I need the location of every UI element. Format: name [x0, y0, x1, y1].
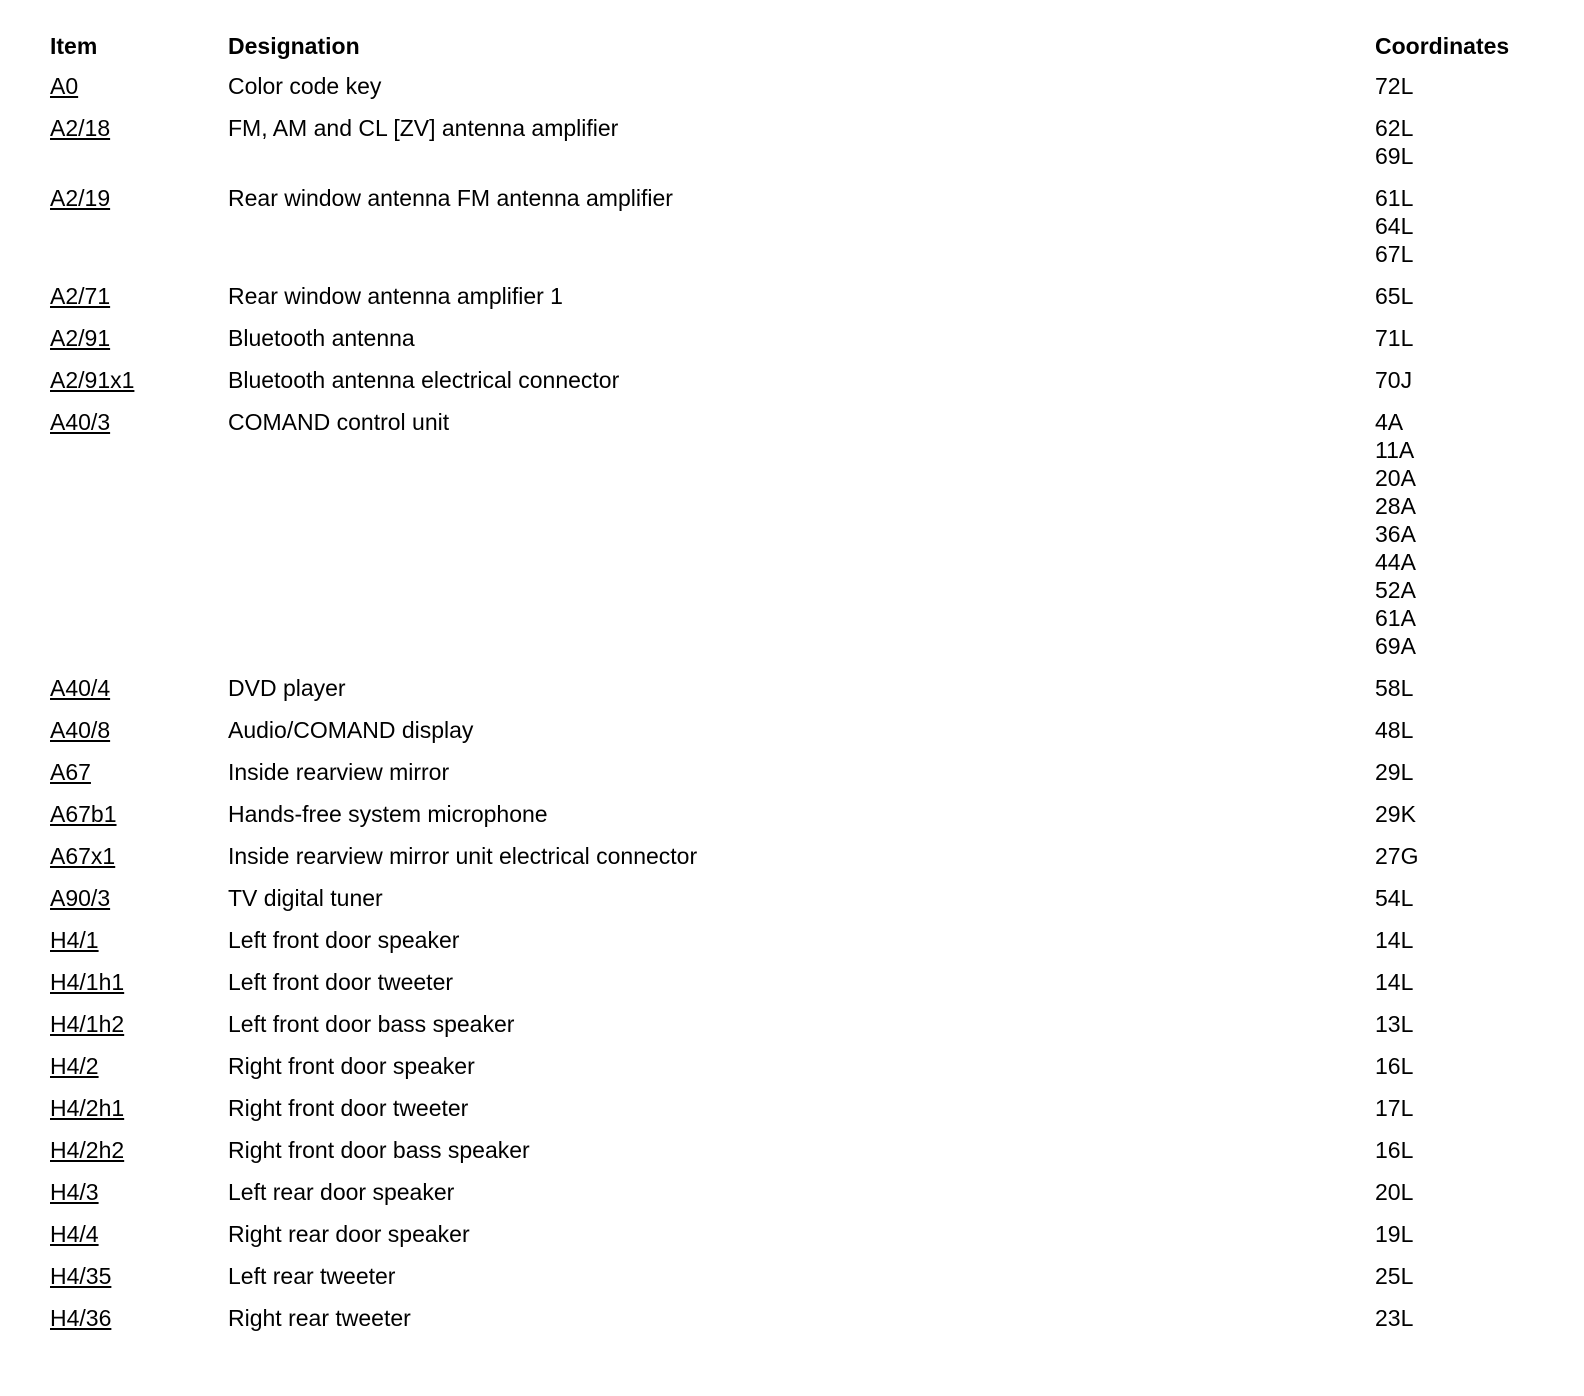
item-link[interactable]: A40/8 [50, 717, 111, 743]
table-row [50, 842, 1550, 884]
coordinate-value: 69A [1375, 633, 1416, 659]
coordinates-cell [1375, 1304, 1550, 1332]
coordinate-value: 52A [1375, 577, 1416, 603]
designation-cell: Inside rearview mirror [228, 759, 450, 785]
coordinates-cell [1375, 324, 1550, 352]
item-cell [50, 926, 228, 954]
coordinate-value: 23L [1375, 1305, 1414, 1331]
coordinate-value: 64L [1375, 213, 1414, 239]
designation-cell: Right front door speaker [228, 1053, 475, 1079]
designation-cell: Right front door tweeter [228, 1095, 469, 1121]
designation-cell: Color code key [228, 73, 382, 99]
coordinates-cell [1375, 758, 1550, 786]
coordinate-value: 20A [1375, 465, 1416, 491]
table-row [50, 1262, 1550, 1304]
coordinates-cell [1375, 72, 1550, 100]
designation-cell: Left front door bass speaker [228, 1011, 515, 1037]
coordinate-value: 27G [1375, 843, 1419, 869]
item-cell [50, 1052, 228, 1080]
coordinates-cell [1375, 1136, 1550, 1164]
table-row [50, 324, 1550, 366]
coordinates-cell [1375, 1262, 1550, 1290]
coordinates-cell [1375, 716, 1550, 744]
table-row [50, 1220, 1550, 1262]
table-row [50, 1052, 1550, 1094]
coordinates-cell [1375, 926, 1550, 954]
coordinate-value: 72L [1375, 73, 1414, 99]
coordinates-cell [1375, 1052, 1550, 1080]
coordinate-value: 44A [1375, 549, 1416, 575]
coordinates-cell [1375, 1220, 1550, 1248]
coordinates-cell [1375, 884, 1550, 912]
coordinate-value: 54L [1375, 885, 1414, 911]
coordinates-cell [1375, 1010, 1550, 1038]
coordinate-value: 14L [1375, 927, 1414, 953]
item-link[interactable]: A67 [50, 759, 91, 785]
coordinate-value: 29K [1375, 801, 1416, 827]
item-cell [50, 184, 228, 212]
item-link[interactable]: H4/35 [50, 1263, 112, 1289]
designation-cell: Inside rearview mirror unit electrical connector [228, 843, 698, 869]
table-row [50, 968, 1550, 1010]
coordinate-value: 16L [1375, 1053, 1414, 1079]
item-cell [50, 324, 228, 352]
coordinate-value: 25L [1375, 1263, 1414, 1289]
table-row [50, 1010, 1550, 1052]
designation-cell: Left rear door speaker [228, 1179, 455, 1205]
table-row [50, 674, 1550, 716]
item-link[interactable]: H4/36 [50, 1305, 112, 1331]
designation-cell: Right rear tweeter [228, 1305, 411, 1331]
item-link[interactable]: A0 [50, 73, 79, 99]
designation-cell: Left front door speaker [228, 927, 460, 953]
table-row [50, 884, 1550, 926]
table-row [50, 1178, 1550, 1220]
coordinate-value: 17L [1375, 1095, 1414, 1121]
designation-cell: DVD player [228, 675, 346, 701]
designation-cell: Audio/COMAND display [228, 717, 474, 743]
item-cell [50, 968, 228, 996]
item-link[interactable]: A2/19 [50, 185, 111, 211]
designation-cell: FM, AM and CL [ZV] antenna amplifier [228, 115, 619, 141]
coordinate-value: 70J [1375, 367, 1413, 393]
coordinate-value: 58L [1375, 675, 1414, 701]
coordinate-value: 67L [1375, 241, 1414, 267]
item-cell [50, 758, 228, 786]
coordinate-value: 28A [1375, 493, 1416, 519]
coordinates-cell [1375, 968, 1550, 996]
item-cell [50, 1220, 228, 1248]
item-cell [50, 282, 228, 310]
table-row [50, 716, 1550, 758]
table-row [50, 114, 1550, 184]
table-row [50, 926, 1550, 968]
coordinate-value: 62L [1375, 115, 1414, 141]
coordinates-cell [1375, 114, 1550, 170]
item-cell [50, 800, 228, 828]
item-link[interactable]: A2/18 [50, 115, 111, 141]
item-link[interactable]: H4/1h1 [50, 969, 125, 995]
table-header [50, 32, 1550, 72]
item-link[interactable]: A2/91 [50, 325, 111, 351]
coordinate-value: 36A [1375, 521, 1416, 547]
item-cell [50, 1136, 228, 1164]
item-cell [50, 842, 228, 870]
designation-cell: Right rear door speaker [228, 1221, 470, 1247]
coordinate-value: 65L [1375, 283, 1414, 309]
item-cell [50, 1304, 228, 1332]
table-row [50, 1136, 1550, 1178]
designation-cell: Rear window antenna amplifier 1 [228, 283, 563, 309]
item-cell [50, 716, 228, 744]
item-cell [50, 674, 228, 702]
item-cell [50, 1178, 228, 1206]
coordinates-cell [1375, 800, 1550, 828]
designation-column-header: Designation [228, 33, 360, 59]
item-cell [50, 114, 228, 142]
item-link[interactable]: A40/4 [50, 675, 111, 701]
item-link[interactable]: H4/2 [50, 1053, 99, 1079]
item-cell [50, 884, 228, 912]
coordinates-cell [1375, 366, 1550, 394]
coordinate-value: 61L [1375, 185, 1414, 211]
item-link[interactable]: H4/1 [50, 927, 99, 953]
coordinates-cell [1375, 1178, 1550, 1206]
item-cell [50, 1010, 228, 1038]
coordinate-value: 20L [1375, 1179, 1414, 1205]
item-cell [50, 1262, 228, 1290]
table-row [50, 282, 1550, 324]
item-cell [50, 1094, 228, 1122]
item-link[interactable]: H4/3 [50, 1179, 99, 1205]
coordinate-value: 29L [1375, 759, 1414, 785]
item-link[interactable]: H4/4 [50, 1221, 99, 1247]
table-row [50, 1094, 1550, 1136]
designation-cell: COMAND control unit [228, 409, 450, 435]
item-link[interactable]: A67b1 [50, 801, 117, 827]
designation-cell: Left rear tweeter [228, 1263, 396, 1289]
coordinates-column-header: Coordinates [1375, 33, 1510, 59]
item-link[interactable]: A90/3 [50, 885, 111, 911]
coordinate-value: 14L [1375, 969, 1414, 995]
table-body [50, 72, 1550, 1346]
table-row [50, 408, 1550, 674]
item-link[interactable]: A2/91x1 [50, 367, 135, 393]
designation-cell: Rear window antenna FM antenna amplifier [228, 185, 673, 211]
table-row [50, 184, 1550, 282]
coordinate-value: 4A [1375, 409, 1404, 435]
table-row [50, 800, 1550, 842]
table-row [50, 1304, 1550, 1346]
coordinate-value: 69L [1375, 143, 1414, 169]
item-cell [50, 366, 228, 394]
component-legend-table [50, 32, 1550, 1346]
item-cell [50, 72, 228, 100]
designation-cell: Left front door tweeter [228, 969, 454, 995]
designation-cell: Right front door bass speaker [228, 1137, 530, 1163]
coordinates-cell [1375, 842, 1550, 870]
coordinate-value: 61A [1375, 605, 1416, 631]
table-row [50, 366, 1550, 408]
designation-cell: Bluetooth antenna [228, 325, 415, 351]
coordinate-value: 11A [1375, 437, 1415, 463]
item-link[interactable]: A2/71 [50, 283, 111, 309]
item-link[interactable]: H4/2h2 [50, 1137, 125, 1163]
table-row [50, 758, 1550, 800]
table-row [50, 72, 1550, 114]
coordinates-cell [1375, 674, 1550, 702]
coordinate-value: 16L [1375, 1137, 1414, 1163]
designation-cell: Bluetooth antenna electrical connector [228, 367, 620, 393]
coordinates-cell [1375, 184, 1550, 268]
coordinates-cell [1375, 282, 1550, 310]
coordinates-cell [1375, 408, 1550, 660]
coordinate-value: 13L [1375, 1011, 1414, 1037]
item-link[interactable]: H4/1h2 [50, 1011, 125, 1037]
coordinate-value: 71L [1375, 325, 1414, 351]
coordinate-value: 19L [1375, 1221, 1414, 1247]
coordinates-cell [1375, 1094, 1550, 1122]
item-link[interactable]: A67x1 [50, 843, 116, 869]
item-link[interactable]: H4/2h1 [50, 1095, 125, 1121]
coordinate-value: 48L [1375, 717, 1414, 743]
designation-cell: Hands-free system microphone [228, 801, 548, 827]
item-cell [50, 408, 228, 436]
designation-cell: TV digital tuner [228, 885, 383, 911]
item-column-header: Item [50, 33, 98, 59]
item-link[interactable]: A40/3 [50, 409, 111, 435]
